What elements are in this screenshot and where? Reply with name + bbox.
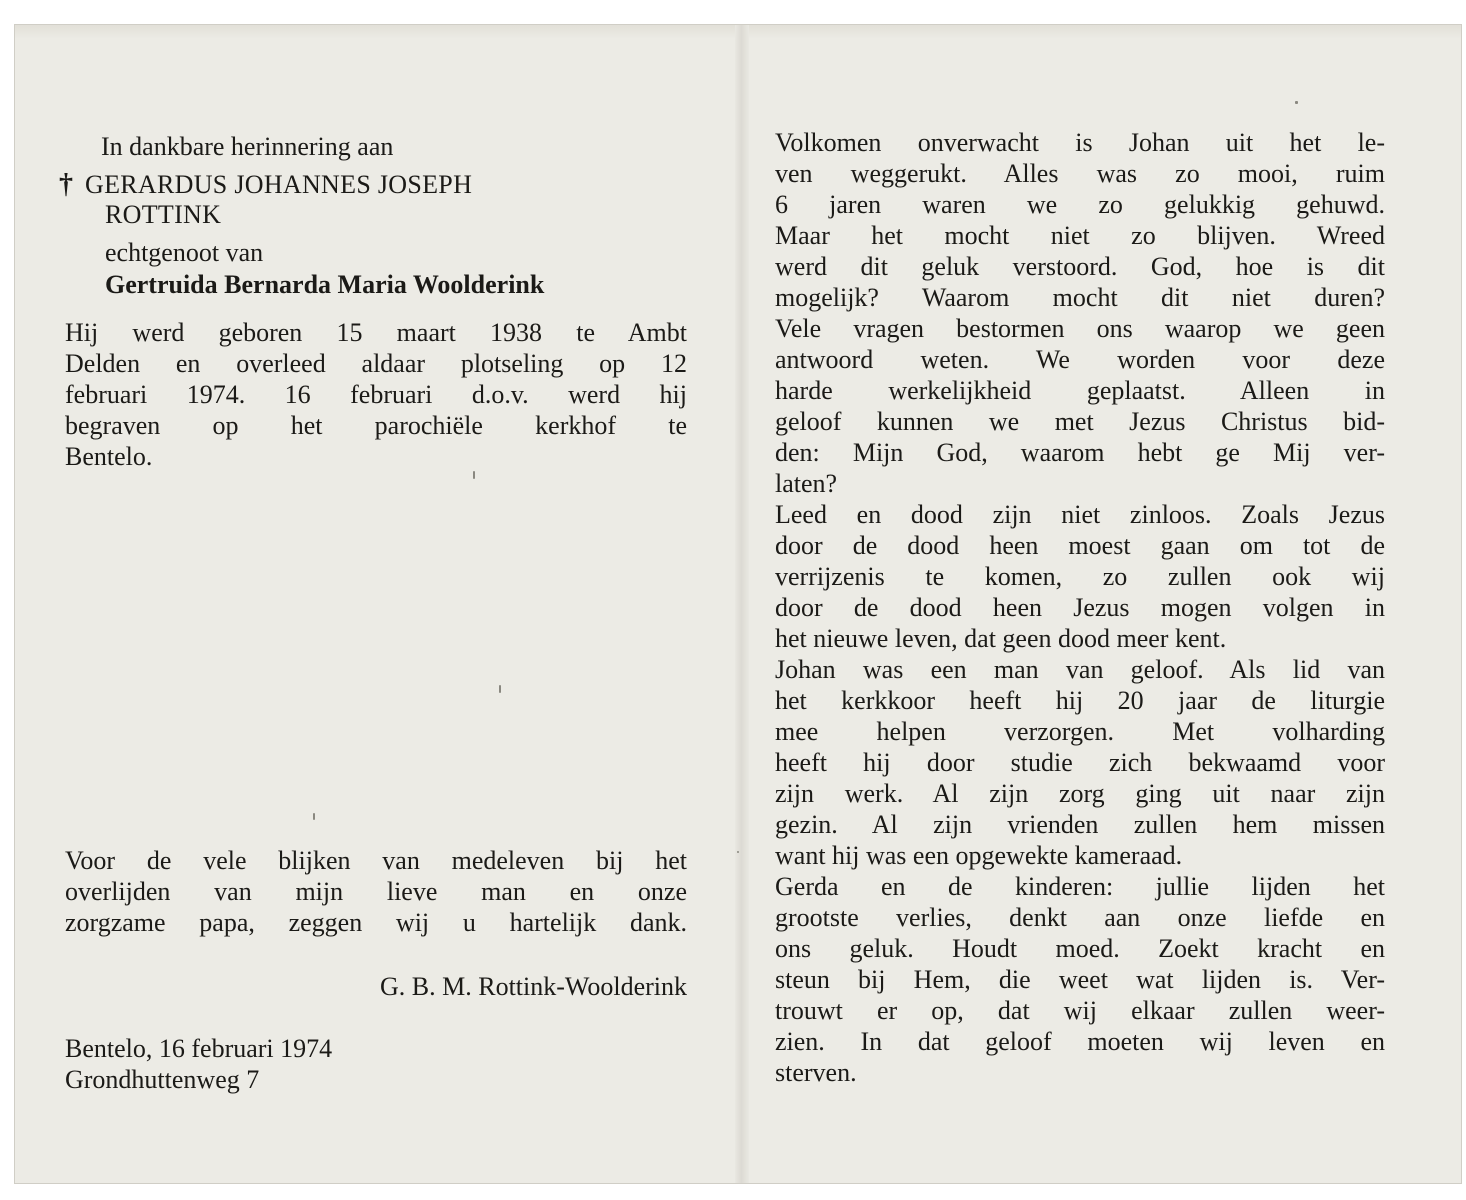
signature: G. B. M. Rottink-Woolderink [379,972,687,1001]
body-text-line: ons geluk. Houdt moed. Zoekt kracht en [775,934,1385,963]
body-text-line: Leed en dood zijn niet zinloos. Zoals Jezus [775,500,1385,529]
paper-speck [1295,101,1298,104]
bio-line: Bentelo. [65,442,153,471]
body-text-line: ven weggerukt. Alles was zo mooi, ruim [775,159,1385,188]
body-text-line: Gerda en de kinderen: jullie lijden het [775,872,1385,901]
body-text-line: den: Mijn God, waarom hebt ge Mij ver- [775,438,1385,467]
card-fold [735,25,749,1183]
thanks-line: Voor de vele blijken van medeleven bij het [65,846,687,875]
body-text-line: Vele vragen bestormen ons waarop we geen [775,314,1385,343]
paper-speck [499,685,501,693]
left-panel [59,25,687,1183]
place-date: Bentelo, 16 februari 1974 [65,1034,333,1063]
bio-line: Delden en overleed aldaar plotseling op 12 [65,349,687,378]
address: Grondhuttenweg 7 [65,1065,260,1094]
thanks-line: zorgzame papa, zeggen wij u hartelijk dank. [65,908,687,937]
paper-speck [737,851,739,853]
memorial-card [14,24,1462,1184]
body-text-line: mee helpen verzorgen. Met volharding [775,717,1385,746]
body-text-line: antwoord weten. We worden voor deze [775,345,1385,374]
body-text-line: zijn werk. Al zijn zorg ging uit naar zijn [775,779,1385,808]
bio-line: begraven op het parochiële kerkhof te [65,411,687,440]
deceased-name-line1: GERARDUS JOHANNES JOSEPH [85,170,473,199]
body-text-line: mogelijk? Waarom mocht dit niet duren? [775,283,1385,312]
body-text-line: Volkomen onverwacht is Johan uit het le- [775,128,1385,157]
body-text-line: Maar het mocht niet zo blijven. Wreed [775,221,1385,250]
body-text-line: Johan was een man van geloof. Als lid van [775,655,1385,684]
body-text-line: verrijzenis te komen, zo zullen ook wij [775,562,1385,591]
body-text-line: geloof kunnen we met Jezus Christus bid- [775,407,1385,436]
body-text-line: steun bij Hem, die weet wat lijden is. Ver- [775,965,1385,994]
body-text-line: 6 jaren waren we zo gelukkig gehuwd. [775,190,1385,219]
cross-icon: † [59,169,73,200]
intro-text: In dankbare herinnering aan [101,132,394,161]
right-panel [775,25,1385,1183]
body-text-line: harde werkelijkheid geplaatst. Alleen in [775,376,1385,405]
body-text-line: heeft hij door studie zich bekwaamd voor [775,748,1385,777]
body-text-line: laten? [775,469,838,498]
body-text-line: sterven. [775,1058,857,1087]
body-text-line: zien. In dat geloof moeten wij leven en [775,1027,1385,1056]
body-text-line: gezin. Al zijn vrienden zullen hem missen [775,810,1385,839]
body-text-line: trouwt er op, dat wij elkaar zullen weer- [775,996,1385,1025]
body-text-line: door de dood heen moest gaan om tot de [775,531,1385,560]
deceased-name-line2: ROTTINK [105,200,222,229]
spouse-name: Gertruida Bernarda Maria Woolderink [105,270,545,299]
body-text-line: het kerkkoor heeft hij 20 jaar de liturgie [775,686,1385,715]
body-text-line: door de dood heen Jezus mogen volgen in [775,593,1385,622]
body-text-line: want hij was een opgewekte kameraad. [775,841,1183,870]
paper-speck [473,471,475,479]
body-text-line: het nieuwe leven, dat geen dood meer kent. [775,624,1227,653]
body-text-line: grootste verlies, denkt aan onze liefde en [775,903,1385,932]
body-text-line: werd dit geluk verstoord. God, hoe is dit [775,252,1385,281]
bio-line: februari 1974. 16 februari d.o.v. werd hij [65,380,687,409]
spouse-intro: echtgenoot van [105,238,264,267]
bio-line: Hij werd geboren 15 maart 1938 te Ambt [65,318,687,347]
paper-speck [313,813,315,820]
thanks-line: overlijden van mijn lieve man en onze [65,877,687,906]
